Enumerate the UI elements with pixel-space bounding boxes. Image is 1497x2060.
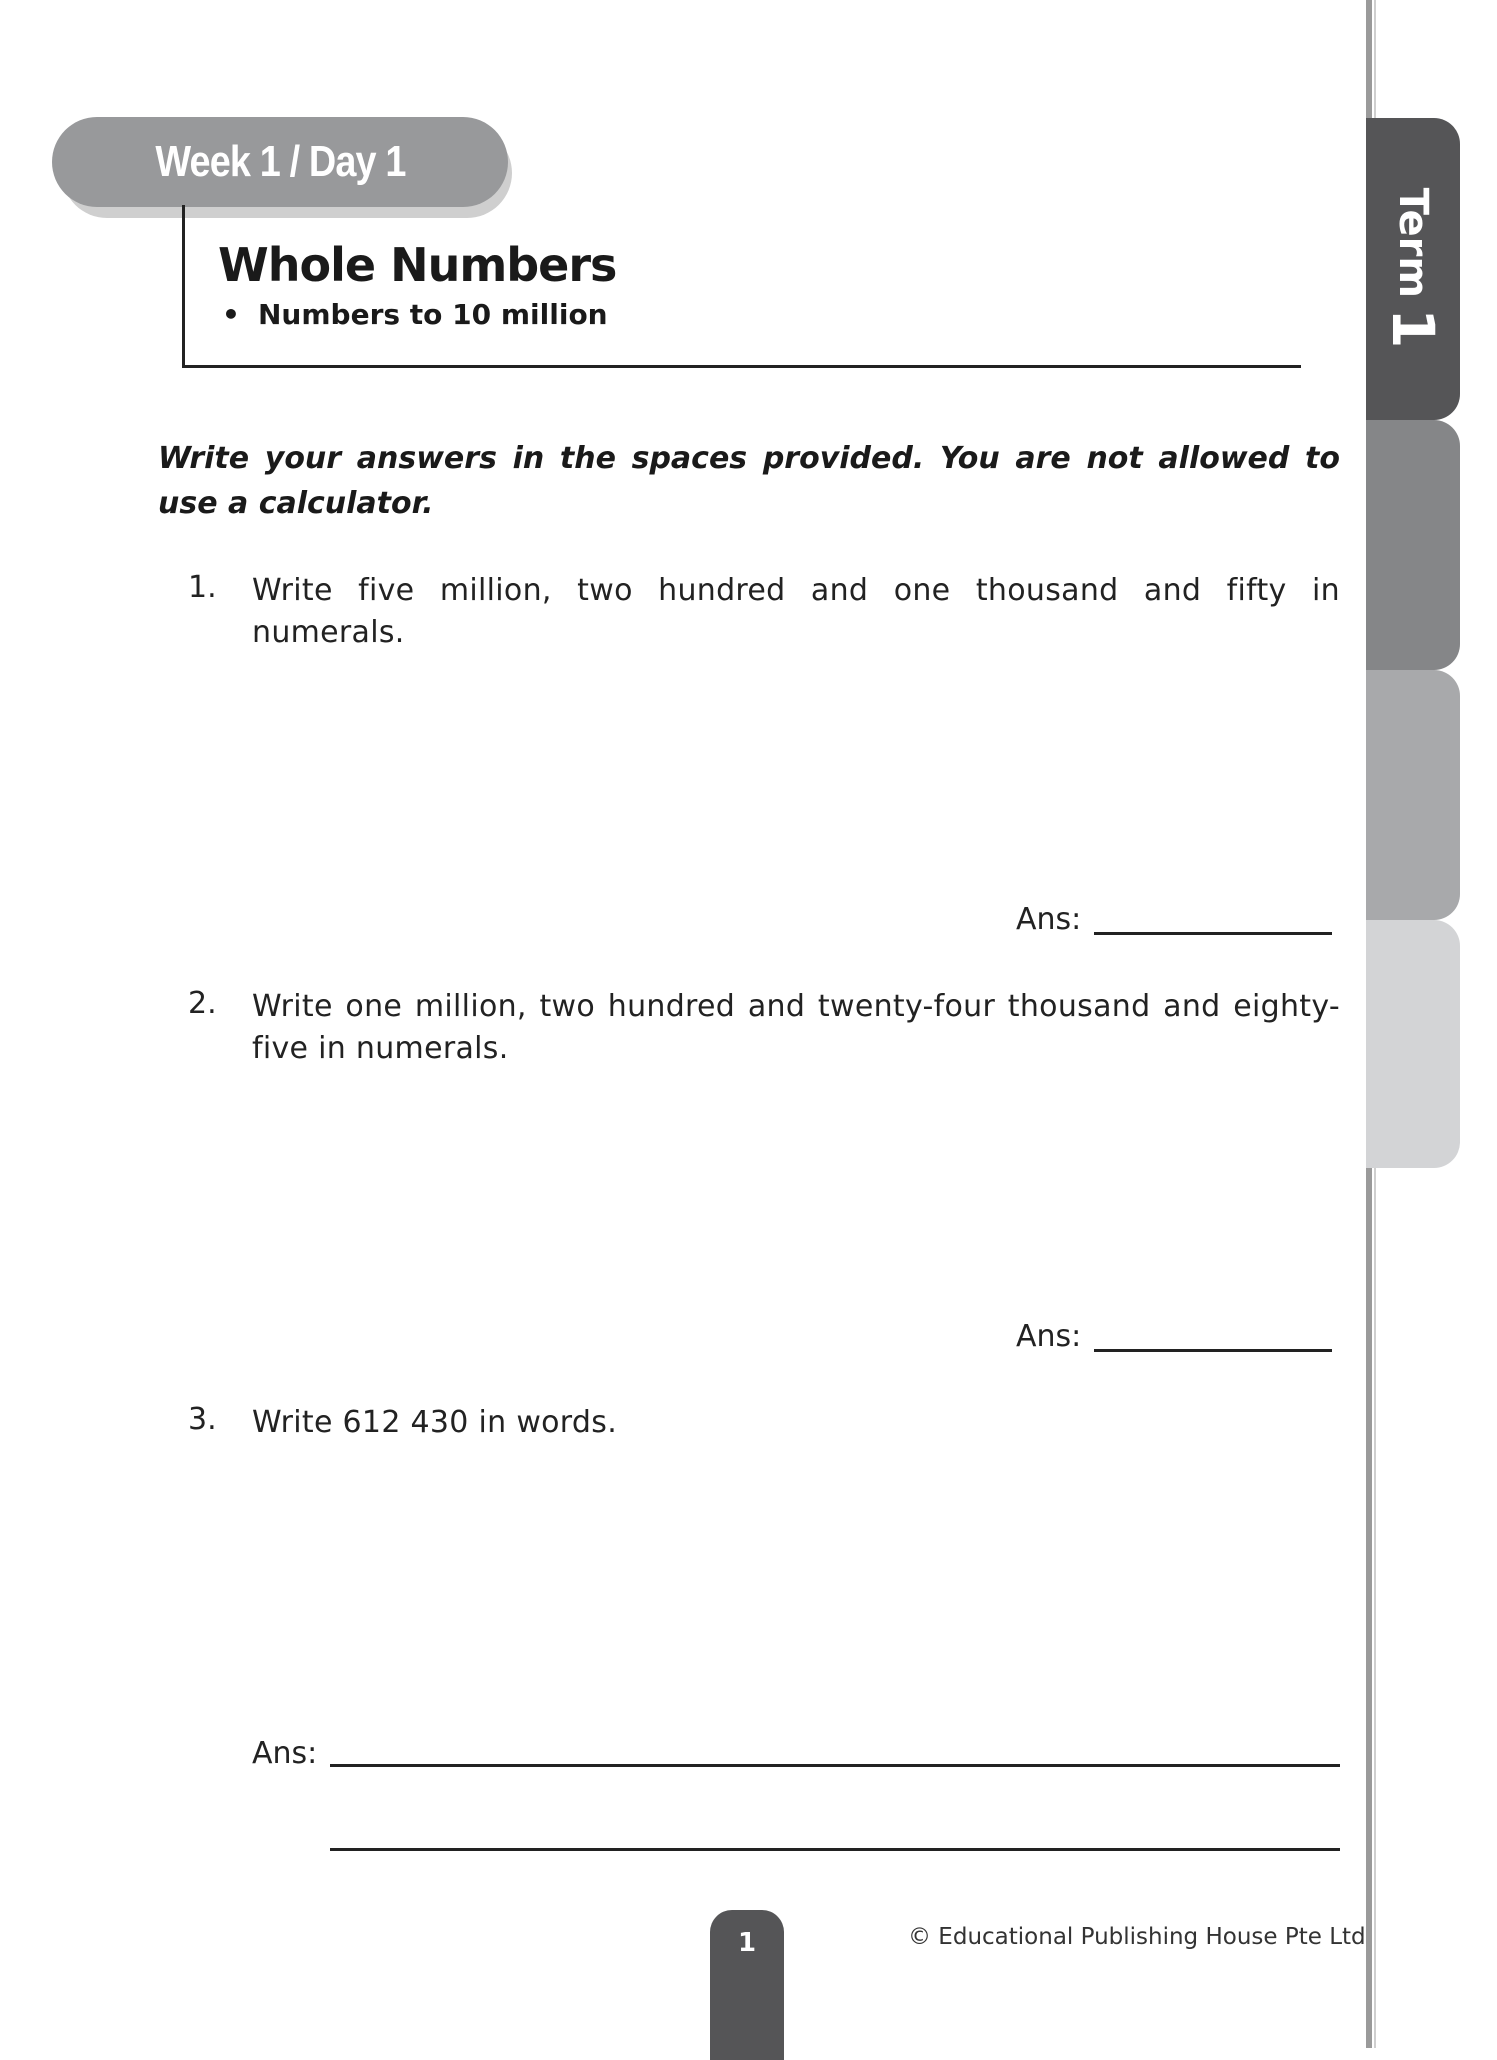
answer-3-line-2[interactable] bbox=[330, 1848, 1340, 1851]
week-day-label: Week 1 / Day 1 bbox=[154, 137, 406, 186]
topic-subtitle bbox=[222, 298, 608, 331]
answer-3-line-1[interactable] bbox=[330, 1764, 1340, 1767]
term-tab-label bbox=[1366, 118, 1460, 420]
question-3-number: 3. bbox=[188, 1402, 217, 1437]
page-number-tab bbox=[710, 1910, 784, 2060]
instructions: Write your answers in the spaces provided. You are not allowed to use a calculator. bbox=[158, 441, 1340, 521]
bullet-icon: • bbox=[222, 298, 240, 331]
answer-1-line[interactable] bbox=[1094, 932, 1332, 935]
question-1-number: 1. bbox=[188, 570, 217, 605]
answer-1-label: Ans: bbox=[1016, 902, 1082, 937]
question-3-text: Write 612 430 in words. bbox=[252, 1405, 618, 1440]
subtitle-text: Numbers to 10 million bbox=[258, 298, 608, 331]
term-tab-4 bbox=[1366, 920, 1460, 1168]
term-number: 1 bbox=[1379, 308, 1447, 349]
page-title: Whole Numbers bbox=[218, 238, 617, 292]
answer-2-label: Ans: bbox=[1016, 1319, 1082, 1354]
page-number: 1 bbox=[737, 1928, 757, 1958]
term-tab-3 bbox=[1366, 670, 1460, 920]
answer-3-label: Ans: bbox=[252, 1736, 318, 1771]
term-word: Term bbox=[1390, 187, 1436, 299]
question-1-text: Write five million, two hundred and one thousand and fifty in numerals. bbox=[252, 573, 1340, 650]
question-2-number: 2. bbox=[188, 986, 217, 1021]
week-day-badge bbox=[52, 117, 508, 207]
term-tab-2 bbox=[1366, 420, 1460, 670]
answer-2-line[interactable] bbox=[1094, 1349, 1332, 1352]
question-2-text: Write one million, two hundred and twenty-four thousand and eighty-five in numerals. bbox=[252, 989, 1340, 1066]
copyright-notice: © Educational Publishing House Pte Ltd bbox=[908, 1924, 1366, 1950]
